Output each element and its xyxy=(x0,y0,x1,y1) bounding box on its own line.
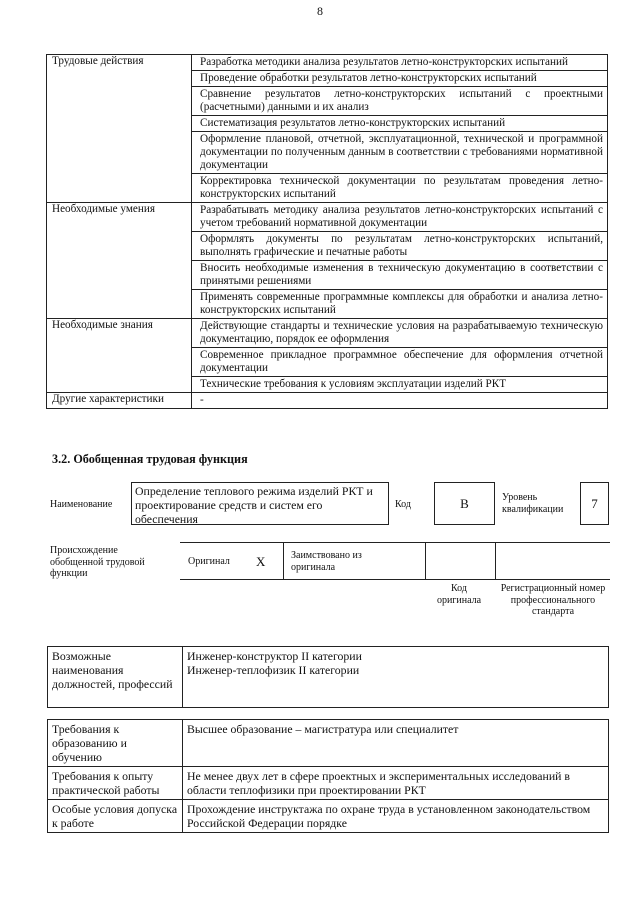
requirement-label: Особые условия допуска к работе xyxy=(48,800,183,833)
origin-row xyxy=(180,542,610,580)
row-group-label: Трудовые действия xyxy=(47,55,192,203)
row-item-text: Применять современные программные комплексы для обработки и анализа летно-конструкторских испытаний xyxy=(192,290,608,319)
code-box xyxy=(434,482,495,525)
origin-divider-2 xyxy=(425,543,426,579)
job-title-2: Инженер-теплофизик II категории xyxy=(187,663,360,677)
section-title: 3.2. Обобщенная трудовая функция xyxy=(52,452,248,466)
original-mark: X xyxy=(256,554,266,569)
requirement-value: Высшее образование – магистратура или специалитет xyxy=(183,720,609,767)
row-item-text: Технические требования к условиям эксплуатации изделий РКТ xyxy=(192,377,608,393)
level-box xyxy=(580,482,609,525)
job-titles-label: Возможные наименования должностей, профессий xyxy=(48,647,183,708)
reg-number-caption: Регистрационный номер профессионального стандарта xyxy=(500,583,606,617)
row-item-text: - xyxy=(192,393,608,409)
row-item-text: Оформлять документы по результатам летно-конструкторских испытаний, выполнять графические и печатные работы xyxy=(192,232,608,261)
requirement-row-experience xyxy=(48,767,609,800)
level-label: Уровень квалификации xyxy=(502,492,564,515)
job-titles-table xyxy=(47,646,609,708)
origin-divider-1 xyxy=(283,543,284,579)
row-group-label: Необходимые умения xyxy=(47,203,192,319)
row-item-text: Действующие стандарты и технические условия на разрабатываемую техническую документацию, порядок ее оформления xyxy=(192,319,608,348)
job-titles-values xyxy=(183,647,609,708)
requirement-value: Прохождение инструктажа по охране труда в установленном законодательством Российской Федерации порядке xyxy=(183,800,609,833)
code-original-caption: Код оригинала xyxy=(436,583,482,606)
row-item-text: Современное прикладное программное обеспечение для оформления отчетной документации xyxy=(192,348,608,377)
name-label: Наименование xyxy=(50,499,113,510)
origin-label: Происхождение обобщенной трудовой функции xyxy=(50,545,145,579)
row-item-text: Разработка методики анализа результатов летно-конструкторских испытаний xyxy=(192,55,608,71)
code-label: Код xyxy=(395,499,411,510)
row-group-label: Другие характеристики xyxy=(47,393,192,409)
function-name-box xyxy=(131,482,389,525)
requirement-label: Требования к образованию и обучению xyxy=(48,720,183,767)
origin-divider-3 xyxy=(495,543,496,579)
requirement-label: Требования к опыту практической работы xyxy=(48,767,183,800)
labor-functions-table xyxy=(46,54,608,409)
table-row xyxy=(47,203,608,232)
table-row xyxy=(47,393,608,409)
row-group-label: Необходимые знания xyxy=(47,319,192,393)
row-item-text: Вносить необходимые изменения в техническую документацию в соответствии с принятыми решениями xyxy=(192,261,608,290)
borrowed-label: Заимствовано из оригинала xyxy=(291,550,362,573)
requirement-row-admission xyxy=(48,800,609,833)
page-number: 8 xyxy=(317,4,323,18)
level-value: 7 xyxy=(591,495,598,511)
table-row xyxy=(47,319,608,348)
job-title-1: Инженер-конструктор II категории xyxy=(187,649,362,663)
requirement-row-education xyxy=(48,720,609,767)
row-item-text: Систематизация результатов летно-конструкторских испытаний xyxy=(192,116,608,132)
row-item-text: Корректировка технической документации по результатам проведения летно-конструкторских испытаний xyxy=(192,174,608,203)
row-item-text: Оформление плановой, отчетной, эксплуатационной, технической и программной документации по полученным данным в соответствии с требованиями нормативной документации xyxy=(192,132,608,174)
original-label: Оригинал xyxy=(188,556,230,567)
row-item-text: Разрабатывать методику анализа результатов летно-конструкторских испытаний с учетом требований нормативной документации xyxy=(192,203,608,232)
requirement-value: Не менее двух лет в сфере проектных и экспериментальных исследований в области теплофизики при проектировании РКТ xyxy=(183,767,609,800)
row-item-text: Проведение обработки результатов летно-конструкторских испытаний xyxy=(192,71,608,87)
requirements-table xyxy=(47,719,609,833)
function-name: Определение теплового режима изделий РКТ и проектирование средств и систем его обеспечения xyxy=(135,484,373,526)
row-item-text: Сравнение результатов летно-конструкторских испытаний с проектными (расчетными) данными и их анализ xyxy=(192,87,608,116)
job-titles-row xyxy=(48,647,609,708)
table-row xyxy=(47,55,608,71)
code-value: B xyxy=(460,495,469,511)
